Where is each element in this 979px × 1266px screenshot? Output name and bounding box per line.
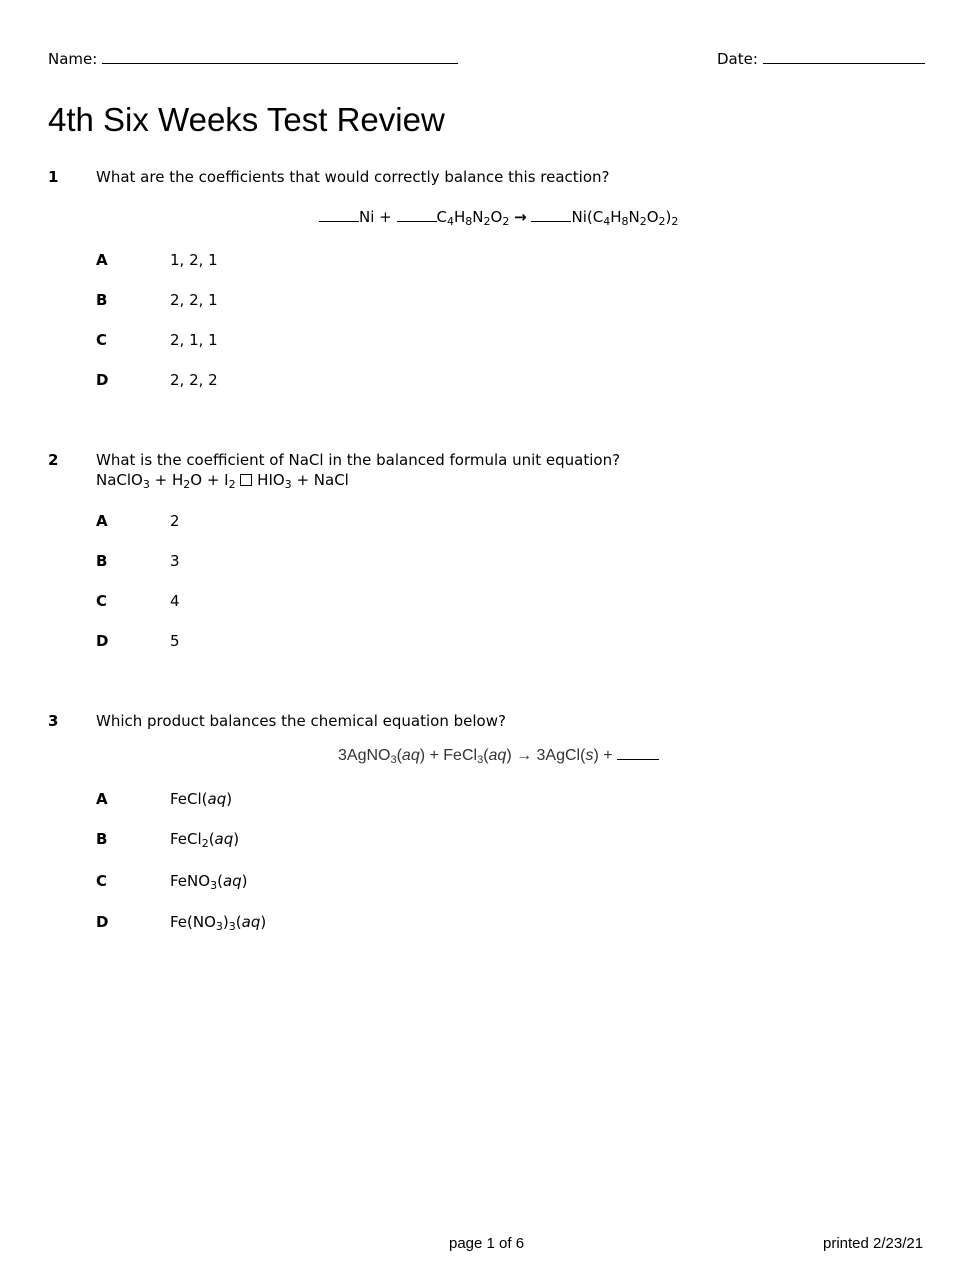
- date-blank[interactable]: [763, 49, 925, 64]
- q2-choice-b-text[interactable]: 3: [170, 552, 180, 570]
- coefficient-blank: [319, 207, 359, 222]
- date-field: [717, 49, 925, 68]
- q1-choice-b-text[interactable]: 2, 2, 1: [170, 291, 218, 309]
- q1-choice-d-text[interactable]: 2, 2, 2: [170, 371, 218, 389]
- date-label: Date:: [717, 50, 758, 68]
- question-2-equation: NaClO$_3$ + $H_2O + I_2$ $HIO_3$ + NaCl: [96, 471, 349, 491]
- eq1-product: $Ni(C_4H_8N_2O_2)_2$: [571, 208, 679, 228]
- product-blank: [617, 745, 659, 760]
- q3-choice-c-text[interactable]: FeNO$_3$(aq): [170, 872, 248, 892]
- page-title: 4th Six Weeks Test Review: [48, 101, 445, 138]
- question-3-prompt: Which product balances the chemical equation below?: [96, 712, 506, 730]
- q3-choice-a-text[interactable]: FeCl(aq): [170, 790, 233, 808]
- page-number: page 1 of 6: [449, 1235, 525, 1252]
- question-2-prompt: What is the coefficient of NaCl in the balanced formula unit equation?: [96, 451, 621, 469]
- question-1-prompt: What are the coefficients that would correctly balance this reaction?: [96, 168, 610, 186]
- q2-choice-c-text[interactable]: 4: [170, 592, 180, 610]
- q2-choice-b-letter: B: [96, 552, 108, 570]
- eq1-reactant-2: $C_4H_8N_2O_2$: [436, 208, 510, 228]
- q3-choice-d-letter: D: [96, 913, 109, 931]
- q2-choice-d-letter: D: [96, 632, 109, 650]
- q2-choice-a-text[interactable]: 2: [170, 512, 180, 530]
- eq1-reactant-1: Ni +: [359, 208, 392, 226]
- q3-choice-b-text[interactable]: FeCl$_2$(aq): [170, 830, 240, 850]
- name-label: Name:: [48, 50, 98, 68]
- name-field: [48, 49, 458, 68]
- q2-choice-a-letter: A: [96, 512, 108, 530]
- question-1-equation: [319, 207, 678, 226]
- q1-choice-c-letter: C: [96, 331, 108, 349]
- coefficient-blank: [397, 207, 437, 222]
- name-blank[interactable]: [102, 49, 458, 64]
- missing-arrow-box-icon: [240, 474, 252, 486]
- print-date: printed 2/23/21: [823, 1235, 924, 1252]
- q3-choice-b-letter: B: [96, 830, 108, 848]
- question-3-equation: 3AgNO$_3$(aq) + FeCl$_3$(aq) → 3AgCl(s) +: [338, 745, 659, 765]
- question-3-number: 3: [48, 712, 59, 730]
- reaction-arrow-icon: →: [514, 208, 527, 226]
- coefficient-blank: [531, 207, 571, 222]
- question-2-number: 2: [48, 451, 59, 469]
- q1-choice-c-text[interactable]: 2, 1, 1: [170, 331, 218, 349]
- q2-choice-d-text[interactable]: 5: [170, 632, 180, 650]
- q1-choice-d-letter: D: [96, 371, 109, 389]
- q1-choice-b-letter: B: [96, 291, 108, 309]
- q1-choice-a-letter: A: [96, 251, 108, 269]
- q3-choice-a-letter: A: [96, 790, 108, 808]
- q3-choice-d-text[interactable]: $Fe(NO_3)_3(aq)$: [170, 913, 267, 933]
- q2-choice-c-letter: C: [96, 592, 108, 610]
- q1-choice-a-text[interactable]: 1, 2, 1: [170, 251, 218, 269]
- question-1-number: 1: [48, 168, 59, 186]
- q3-choice-c-letter: C: [96, 872, 108, 890]
